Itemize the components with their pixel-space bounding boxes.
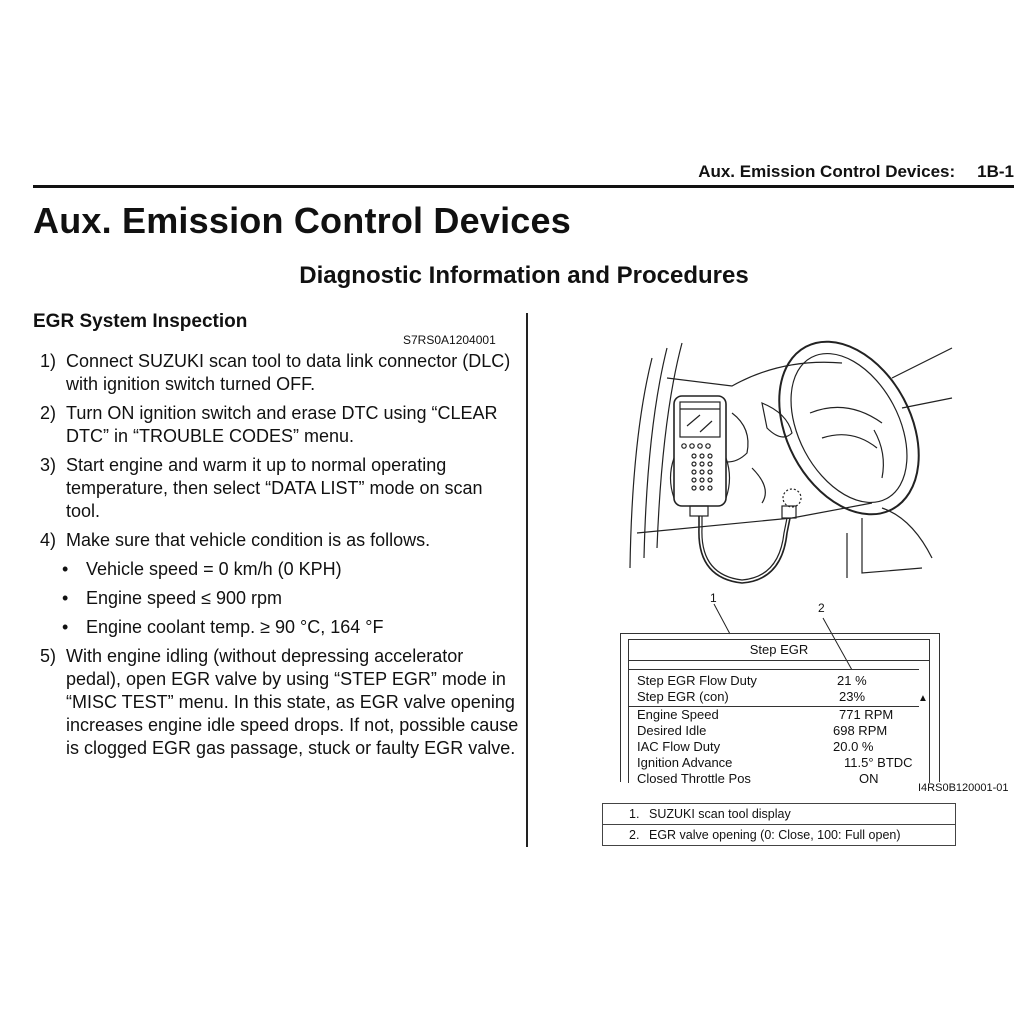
scan-display-row: Step EGR (con) 23% <box>637 689 866 704</box>
header-rule <box>33 185 1014 188</box>
condition-item: • Engine speed ≤ 900 rpm <box>62 588 283 608</box>
scroll-up-marker-icon: ▲ <box>918 693 928 704</box>
condition-list <box>40 558 520 639</box>
scan-display-screen <box>628 639 930 786</box>
running-header-title: Aux. Emission Control Devices: <box>698 162 956 181</box>
running-header <box>698 162 1014 182</box>
scan-display-row: Engine Speed 771 RPM <box>637 707 894 722</box>
callout-1: 1 <box>710 591 717 605</box>
scan-display-row: Closed Throttle Pos ON <box>637 771 879 786</box>
figure-legend <box>602 803 956 846</box>
scan-display-row: IAC Flow Duty 20.0 % <box>637 739 874 754</box>
legend-item: 2. EGR valve opening (0: Close, 100: Full open) <box>603 824 955 845</box>
document-id: S7RS0A1204001 <box>403 333 496 347</box>
figure-id: I4RS0B120001-01 <box>918 782 1009 794</box>
section-title: Diagnostic Information and Procedures <box>299 262 749 289</box>
subsection-title: EGR System Inspection <box>33 311 248 332</box>
scan-display-rule <box>629 669 919 670</box>
step-5: 5) With engine idling (without depressing accelerator pedal), open EGR valve by using “STEP EGR” mode in “MISC TEST” menu. In this state, as EGR valve opening increases engine idle speed drops. If not, possible cause is clogged EGR gas passage, stuck or faulty EGR valve. <box>40 646 519 758</box>
scan-display-row: Desired Idle 698 RPM <box>637 723 888 738</box>
procedure-steps <box>40 350 520 766</box>
scan-display-title: Step EGR <box>629 640 929 661</box>
step-1: 1) Connect SUZUKI scan tool to data link connector (DLC) with ignition switch turned OFF. <box>40 351 511 394</box>
chapter-title: Aux. Emission Control Devices <box>33 200 571 241</box>
scan-tool-illustration <box>612 318 954 598</box>
scan-display-row: Ignition Advance 11.5° BTDC <box>637 755 913 770</box>
scan-display-row: Step EGR Flow Duty 21 % <box>637 673 867 688</box>
step-2: 2) Turn ON ignition switch and erase DTC using “CLEAR DTC” in “TROUBLE CODES” menu. <box>40 403 498 446</box>
dlc-connector-icon <box>782 489 801 518</box>
scan-tool-display <box>620 633 940 786</box>
scan-tool-device-icon <box>671 396 730 516</box>
page-number: 1B-1 <box>977 162 1014 181</box>
step-4: 4) Make sure that vehicle condition is as follows. <box>40 530 431 550</box>
callout-2: 2 <box>818 601 825 615</box>
legend-item: 1. SUZUKI scan tool display <box>629 807 791 821</box>
steering-wheel-icon <box>751 318 947 538</box>
condition-item: • Vehicle speed = 0 km/h (0 KPH) <box>62 559 342 579</box>
step-3: 3) Start engine and warm it up to normal operating temperature, then select “DATA LIST” mode on scan tool. <box>40 455 483 521</box>
condition-item: • Engine coolant temp. ≥ 90 °C, 164 °F <box>62 617 384 637</box>
column-divider <box>526 313 528 847</box>
